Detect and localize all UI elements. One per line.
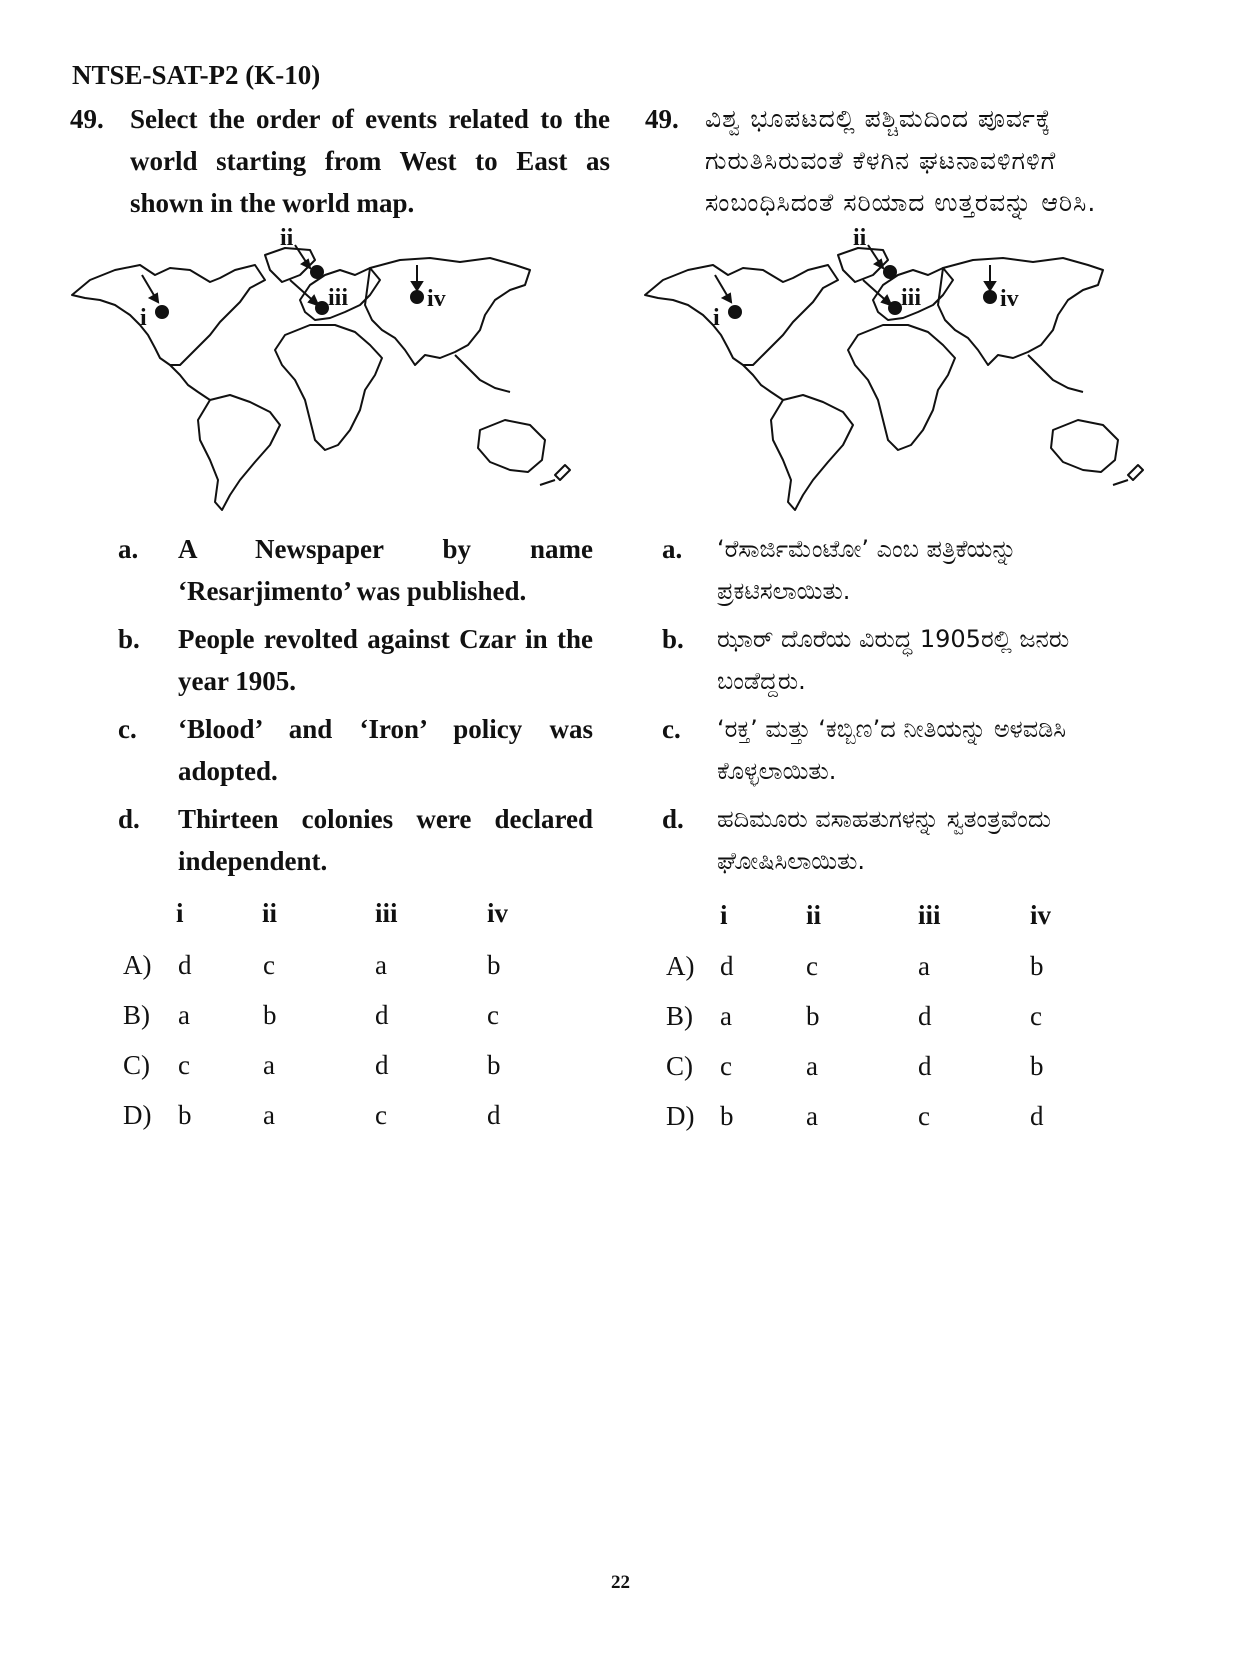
answer-cell: d [487,1100,501,1130]
map-label-i-kannada: i [713,305,720,331]
answer-cell: c [178,1050,190,1080]
question-number: 49. [70,104,104,134]
question-english [70,98,610,224]
answer-cell: b [487,950,501,980]
answer-cell: b [487,1050,501,1080]
statement-text: ‘Blood’ and ‘Iron’ policy was adopted. [178,714,593,786]
statement-text: ಝಾರ್ ದೊರೆಯ ವಿರುದ್ಧ 1905ರಲ್ಲಿ ಜನರು ಬಂಡೆದ್ದರು. [717,625,1070,695]
australia-outline [478,420,545,472]
southeast-asia-outline [455,355,510,392]
answer-cell: a [263,1100,275,1130]
world-map-kannada [643,225,1178,520]
answer-cell: d [918,1051,932,1081]
answer-option-label[interactable]: A) [123,950,152,980]
world-map [70,225,605,520]
statement-d-kannada [662,798,1137,882]
statement-text: A Newspaper by name ‘Resarjimento’ was published. [178,534,593,606]
answer-cell: b [720,1101,734,1131]
answer-header-i: i [720,900,728,930]
answer-cell: d [1030,1101,1044,1131]
statement-b [118,618,593,702]
answer-cell: c [918,1101,930,1131]
map-label-i: i [140,305,147,331]
answer-cell: c [487,1000,499,1030]
statement-letter: c. [118,714,137,744]
map-label-ii: ii [280,225,294,251]
answer-header-ii: ii [262,898,278,928]
new-zealand-outline [555,465,570,480]
statement-text: Thirteen colonies were declared independent. [178,804,593,876]
answer-cell: c [375,1100,387,1130]
question-number-kannada: 49. [645,104,679,134]
answer-cell: a [720,1001,732,1031]
africa-outline [275,325,382,450]
map-label-iii: iii [328,285,349,311]
answer-cell: c [263,950,275,980]
statement-a-kannada [662,528,1137,612]
answer-header-iii: iii [918,900,941,930]
answer-cell: d [720,951,734,981]
map-label-iii-kannada: iii [901,285,922,311]
north-america-outline [72,265,265,365]
answer-cell: c [720,1051,732,1081]
paper-header: NTSE-SAT-P2 (K-10) [72,60,321,90]
answer-cell: d [178,950,192,980]
map-label-iv: iv [427,286,446,312]
statement-letter: a. [118,534,139,564]
answer-cell: b [1030,951,1044,981]
answer-cell: d [918,1001,932,1031]
question-kannada [645,98,1175,224]
answer-option-label[interactable]: C) [123,1050,150,1080]
answer-option-label[interactable]: A) [666,951,695,981]
answer-header-iii: iii [375,898,398,928]
answer-cell: c [1030,1001,1042,1031]
antarctica-edge-outline [540,480,555,485]
answer-header-iv: iv [487,898,509,928]
answer-cell: b [263,1000,277,1030]
question-text-english: Select the order of events related to the world starting from West to East as shown in the world map. [130,104,610,218]
answer-option-label[interactable]: C) [666,1051,693,1081]
statement-a [118,528,593,612]
answer-cell: d [375,1050,389,1080]
statement-text: People revolted against Czar in the year 1905. [178,624,593,696]
statement-letter: c. [662,714,681,744]
south-america-outline [198,395,280,510]
answer-header-iv: iv [1030,900,1052,930]
answer-cell: a [806,1051,818,1081]
answer-header-i: i [176,898,184,928]
answer-option-label[interactable]: B) [123,1000,150,1030]
page-number: 22 [611,1572,630,1593]
statement-text: ‘ರಕ್ತ’ ಮತ್ತು ‘ಕಬ್ಬಿಣ’ದ ನೀತಿಯನ್ನು ಅಳವಡಿಸಿ ಕೊಳ್ಳಲಾಯಿತು. [717,715,1066,785]
statement-d [118,798,593,882]
statement-text: ಹದಿಮೂರು ವಸಾಹತುಗಳನ್ನು ಸ್ವತಂತ್ರವೆಂದು ಘೋಷಿಸಿಲಾಯಿತು. [717,805,1051,875]
answer-option-label[interactable]: D) [666,1101,695,1131]
answer-header-ii: ii [806,900,822,930]
answer-cell: a [918,951,930,981]
answer-cell: b [1030,1051,1044,1081]
question-text-kannada: ವಿಶ್ವ ಭೂಪಟದಲ್ಲಿ ಪಶ್ಚಿಮದಿಂದ ಪೂರ್ವಕ್ಕೆ ಗುರುತಿಸಿರುವಂತೆ ಕೆಳಗಿನ ಘಟನಾವಳಿಗಳಿಗೆ ಸಂಬಂಧಿಸಿದಂತೆ ಸರಿಯಾದ ಉತ್ತರವನ್ನು ಆರಿಸಿ. [705,104,1097,217]
asia-outline [365,258,530,365]
answer-cell: c [806,951,818,981]
answer-cell: a [806,1101,818,1131]
statement-letter: b. [662,624,684,654]
answer-cell: b [178,1100,192,1130]
answer-cell: a [178,1000,190,1030]
statement-c-kannada [662,708,1137,792]
map-label-ii-kannada: ii [853,225,867,251]
central-america-outline [170,365,210,400]
answer-option-label[interactable]: B) [666,1001,693,1031]
answer-cell: a [263,1050,275,1080]
answer-cell: b [806,1001,820,1031]
map-label-iv-kannada: iv [1000,286,1019,312]
answer-cell: d [375,1000,389,1030]
statement-letter: b. [118,624,140,654]
statement-c [118,708,593,792]
statement-letter: a. [662,534,683,564]
answer-option-label[interactable]: D) [123,1100,152,1130]
statement-b-kannada [662,618,1137,702]
statement-letter: d. [118,804,140,834]
answer-cell: a [375,950,387,980]
statement-text: ‘ರೆಸಾರ್ಜಿಮೆಂಟೋ’ ಎಂಬ ಪತ್ರಿಕೆಯನ್ನು ಪ್ರಕಟಿಸಲಾಯಿತು. [717,535,1017,605]
statement-letter: d. [662,804,684,834]
